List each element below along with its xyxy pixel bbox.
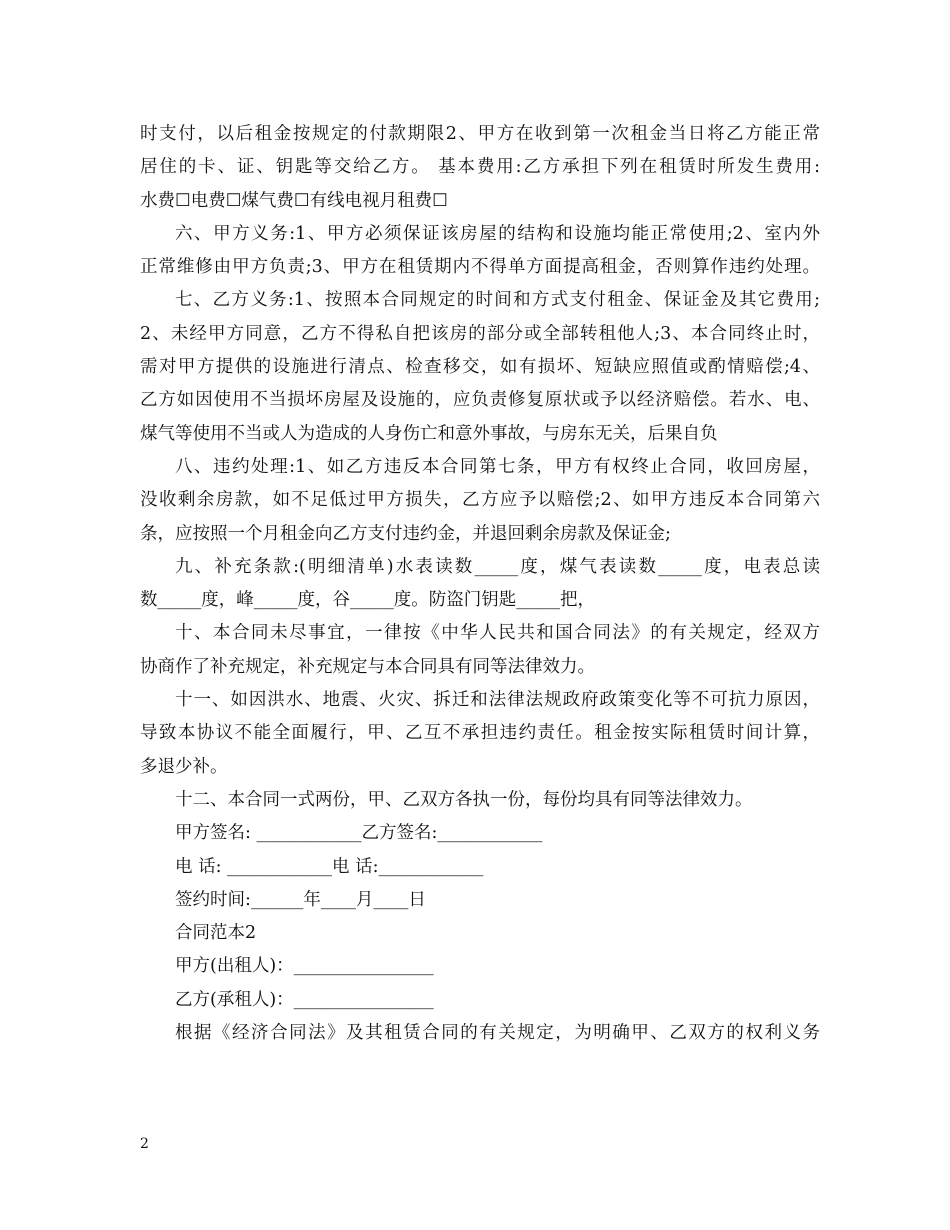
text-line: 时支付，以后租金按规定的付款期限2、甲方在收到第一次租金当日将乙方能正常 [140, 124, 820, 144]
text-line: 签约时间:______年____月____日 [175, 889, 426, 910]
text-line: 没收剩余房款，如不足低过甲方损失，乙方应予以赔偿;2、如甲方违反本合同第六 [140, 490, 820, 511]
text-line: 甲方签名: ____________乙方签名:____________ [175, 823, 543, 844]
text-line: 协商作了补充规定，补充规定与本合同具有同等法律效力。 [140, 656, 595, 677]
text-line: 六、甲方义务:1、甲方必须保证该房屋的结构和设施均能正常使用;2、室内外 [175, 223, 820, 244]
text-line: 数_____度，峰_____度，谷_____度。防盗门钥匙_____把， [140, 590, 595, 611]
document-body [140, 118, 820, 1050]
text-line: 十一、如因洪水、地震、火灾、拆迁和法律法规政府政策变化等不可抗力原因， [175, 690, 820, 711]
text-line: 水费☐电费☐煤气费☐有线电视月租费☐ [140, 190, 448, 211]
text-line: 合同范本2 [175, 923, 257, 944]
text-line: 电 话: ____________电 话:____________ [175, 856, 484, 877]
text-line: 乙方(承租人)：________________ [175, 989, 434, 1010]
text-line: 居住的卡、证、钥匙等交给乙方。 基本费用:乙方承担下列在租赁时所发生费用: [140, 157, 820, 178]
text-line: 正常维修由甲方负责;3、甲方在租赁期内不得单方面提高租金，否则算作违约处理。 [140, 257, 820, 278]
text-line: 九、补充条款:(明细清单)水表读数_____度，煤气表读数_____度，电表总读 [175, 556, 820, 577]
text-line: 多退少补。 [140, 756, 228, 777]
text-line: 乙方如因使用不当损坏房屋及设施的，应负责修复原状或予以经济赔偿。若水、电、 [140, 390, 820, 411]
text-line: 根据《经济合同法》及其租赁合同的有关规定，为明确甲、乙双方的权利义务 [175, 1023, 820, 1044]
text-line: 导致本协议不能全面履行，甲、乙互不承担违约责任。租金按实际租赁时间计算， [140, 723, 820, 744]
text-line: 十二、本合同一式两份，甲、乙双方各执一份，每份均具有同等法律效力。 [175, 789, 753, 810]
text-line: 条，应按照一个月租金向乙方支付违约金，并退回剩余房款及保证金; [140, 523, 671, 544]
text-line: 甲方(出租人)：________________ [175, 956, 434, 977]
text-line: 七、乙方义务:1、按照本合同规定的时间和方式支付租金、保证金及其它费用; [175, 290, 820, 311]
text-line: 十、本合同未尽事宜，一律按《中华人民共和国合同法》的有关规定，经双方 [175, 623, 820, 644]
text-line: 煤气等使用不当或人为造成的人身伤亡和意外事故，与房东无关，后果自负 [140, 423, 718, 444]
text-line: 八、违约处理:1、如乙方违反本合同第七条，甲方有权终止合同，收回房屋， [175, 456, 820, 477]
page-number: 2 [140, 1136, 149, 1152]
text-line: 2、未经甲方同意，乙方不得私自把该房的部分或全部转租他人;3、本合同终止时， [140, 323, 820, 344]
text-line: 需对甲方提供的设施进行清点、检查移交，如有损坏、短缺应照值或酌情赔偿;4、 [140, 357, 820, 378]
